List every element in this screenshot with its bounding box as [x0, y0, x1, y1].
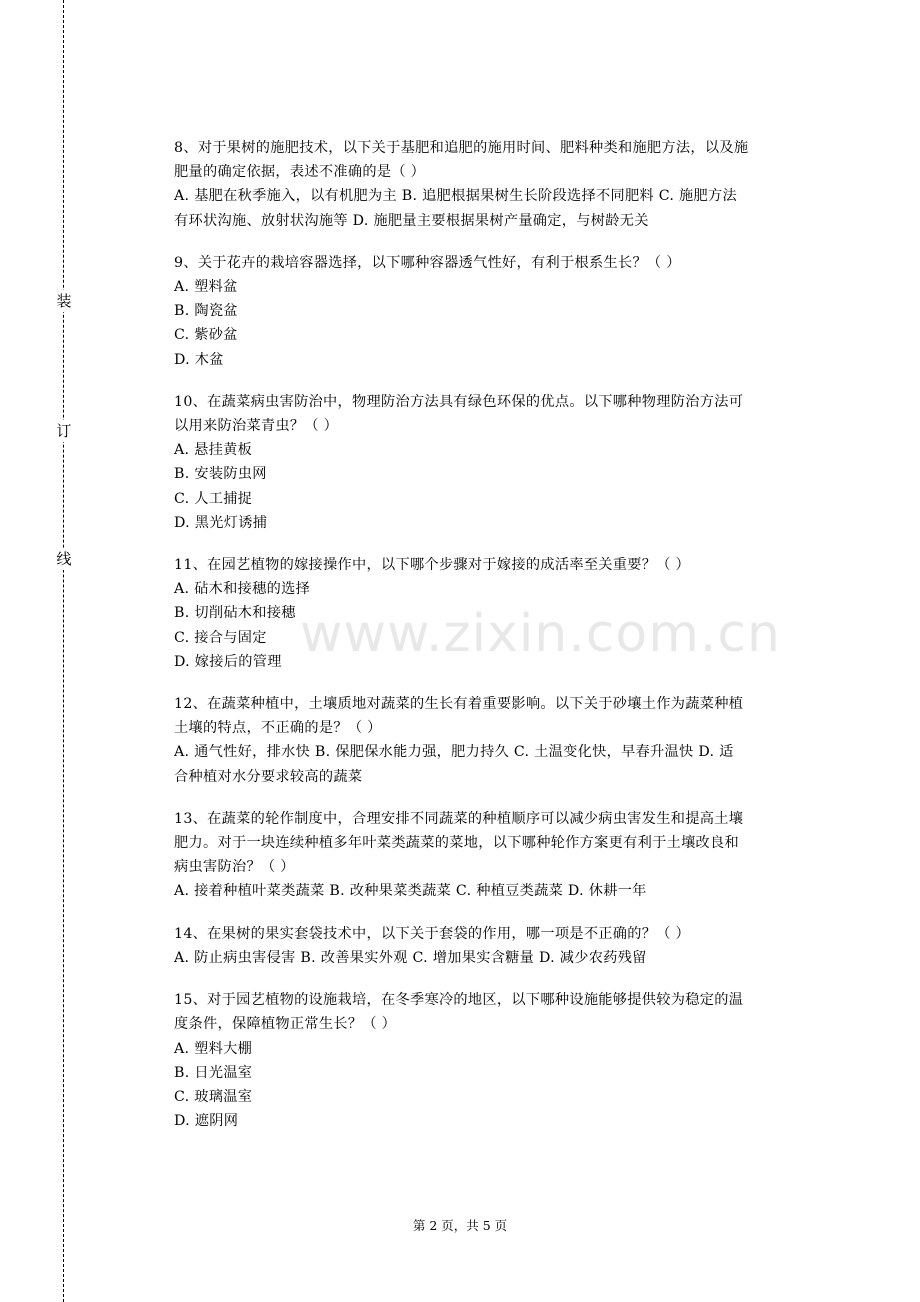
option-line: 有环状沟施、放射状沟施等 D. 施肥量主要根据果树产量确定，与树龄无关 [174, 212, 649, 229]
option-a: A. 塑料大棚 [174, 1040, 253, 1057]
option-d: D. 黑光灯诱捕 [174, 514, 268, 531]
question-15 [174, 988, 822, 1133]
question-14 [174, 922, 822, 970]
binding-char-xian: 线 [52, 548, 76, 570]
option-c: C. 接合与固定 [174, 629, 267, 646]
option-b: B. 安装防虫网 [174, 466, 267, 483]
question-13 [174, 807, 822, 904]
option-b: B. 切削砧木和接穗 [174, 605, 296, 622]
question-text: 11、在园艺植物的嫁接操作中，以下哪个步骤对于嫁接的成活率至关重要？（ ） [174, 557, 691, 574]
question-text: 10、在蔬菜病虫害防治中，物理防治方法具有绿色环保的优点。以下哪种物理防治方法可 [174, 393, 744, 410]
binding-char-ding: 订 [52, 420, 76, 442]
question-10 [174, 390, 822, 535]
option-a: A. 砧木和接穗的选择 [174, 581, 311, 598]
option-line: A. 接着种植叶菜类蔬菜 B. 改种果菜类蔬菜 C. 种植豆类蔬菜 D. 休耕一年 [174, 883, 647, 900]
option-line: 合种植对水分要求较高的蔬菜 [174, 768, 363, 785]
question-text: 土壤的特点，不正确的是？（ ） [174, 720, 382, 737]
option-b: B. 日光温室 [174, 1064, 253, 1081]
question-text: 肥量的确定依据，表述不准确的是（ ） [174, 164, 426, 181]
question-text: 14、在果树的果实套袋技术中，以下关于套袋的作用，哪一项是不正确的？（ ） [174, 925, 691, 942]
option-b: B. 陶瓷盆 [174, 303, 238, 320]
question-text: 肥力。对于一块连续种植多年叶菜类蔬菜的菜地，以下哪种轮作方案更有利于土壤改良和 [174, 835, 740, 852]
question-text: 12、在蔬菜种植中，土壤质地对蔬菜的生长有着重要影响。以下关于砂壤土作为蔬菜种植 [174, 696, 744, 713]
question-8 [174, 136, 822, 233]
question-12 [174, 692, 822, 789]
binding-char-zhuang: 装 [52, 290, 76, 312]
question-9 [174, 251, 822, 372]
question-text: 9、关于花卉的栽培容器选择，以下哪种容器透气性好，有利于根系生长？（ ） [174, 254, 681, 271]
question-list [174, 136, 822, 1151]
option-d: D. 遮阴网 [174, 1113, 239, 1130]
question-text: 15、对于园艺植物的设施栽培，在冬季寒冷的地区，以下哪种设施能够提供较为稳定的温 [174, 992, 744, 1009]
question-11 [174, 553, 822, 674]
option-c: C. 紫砂盆 [174, 327, 238, 344]
option-line: A. 通气性好，排水快 B. 保肥保水能力强，肥力持久 C. 土温变化快，早春升温快 D. 适 [174, 744, 734, 761]
binding-dashed-line [63, 0, 64, 1302]
option-line: A. 防止病虫害侵害 B. 改善果实外观 C. 增加果实含糖量 D. 减少农药残留 [174, 949, 647, 966]
option-d: D. 木盆 [174, 351, 224, 368]
question-text: 病虫害防治？（ ） [174, 859, 295, 876]
question-text: 以用来防治菜青虫？（ ） [174, 418, 339, 435]
option-line: A. 基肥在秋季施入，以有机肥为主 B. 追肥根据果树生长阶段选择不同肥料 C. 施肥方法 [174, 188, 737, 205]
question-text: 度条件，保障植物正常生长？（ ） [174, 1016, 397, 1033]
watermark: www.zixin.com.cn [300, 604, 781, 664]
option-c: C. 人工捕捉 [174, 490, 253, 507]
page-footer: 第 2 页，共 5 页 [412, 1218, 508, 1233]
option-a: A. 悬挂黄板 [174, 442, 253, 459]
option-d: D. 嫁接后的管理 [174, 653, 282, 670]
question-text: 13、在蔬菜的轮作制度中，合理安排不同蔬菜的种植顺序可以减少病虫害发生和提高土壤 [174, 810, 744, 827]
option-c: C. 玻璃温室 [174, 1088, 253, 1105]
question-text: 8、对于果树的施肥技术，以下关于基肥和追肥的施用时间、肥料种类和施肥方法，以及施 [174, 140, 749, 156]
option-a: A. 塑料盆 [174, 279, 238, 296]
